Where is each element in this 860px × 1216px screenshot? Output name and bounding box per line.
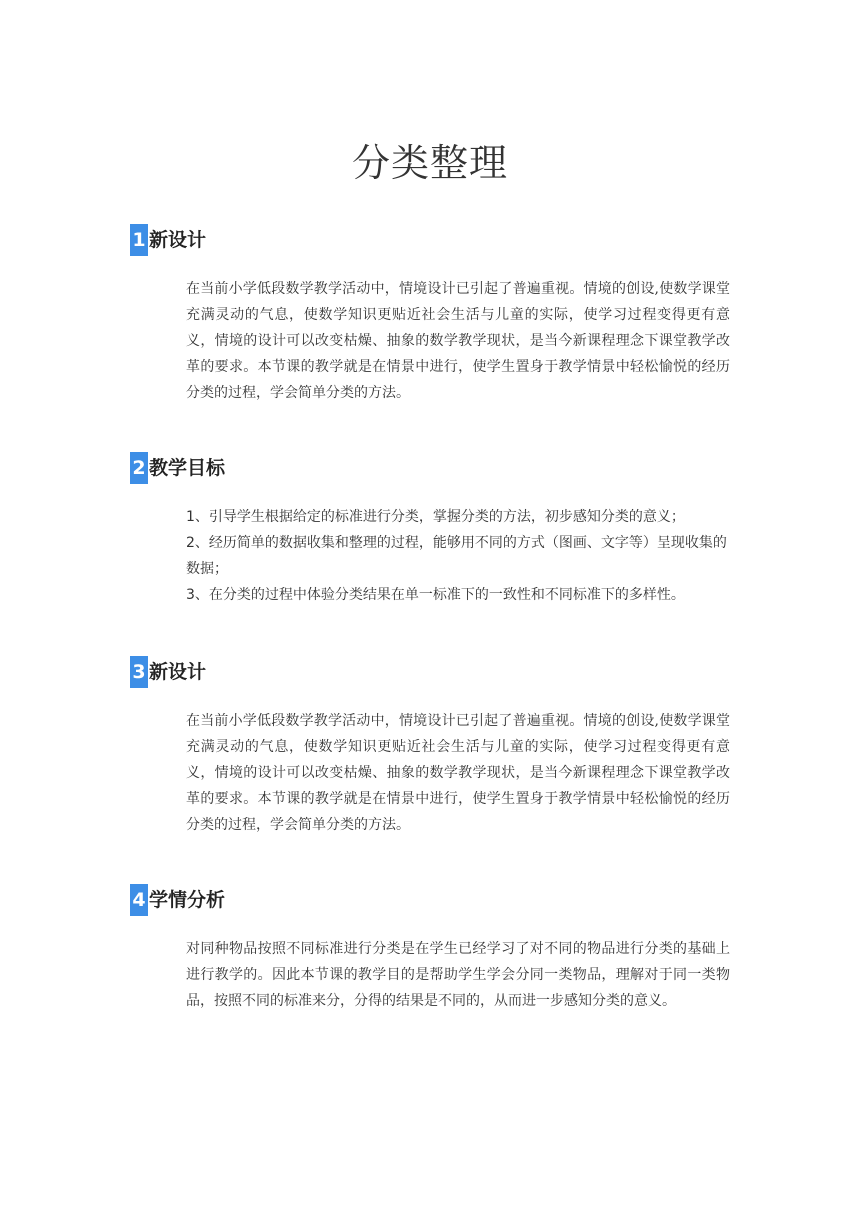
section-body-text: 在当前小学低段数学教学活动中，情境设计已引起了普遍重视。情境的创设,使数学课堂充满灵动的气息，使数学知识更贴近社会生活与儿童的实际，使学习过程变得更有意义，情境的设计可以改变枯燥、抽象的数学教学现状，是当今新课程理念下课堂教学改革的要求。本节课的教学就是在情景中进行，使学生置身于教学情景中轻松愉悦的经历分类的过程，学会简单分类的方法。 <box>186 281 730 401</box>
section-2-teaching-goals <box>130 452 730 608</box>
section-body-text: 在当前小学低段数学教学活动中，情境设计已引起了普遍重视。情境的创设,使数学课堂充满灵动的气息，使数学知识更贴近社会生活与儿童的实际，使学习过程变得更有意义，情境的设计可以改变枯燥、抽象的数学教学现状，是当今新课程理念下课堂教学改革的要求。本节课的教学就是在情景中进行，使学生置身于教学情景中轻松愉悦的经历分类的过程，学会简单分类的方法。 <box>186 713 730 833</box>
section-1-new-design <box>130 224 730 406</box>
section-body-text: 对同种物品按照不同标准进行分类是在学生已经学习了对不同的物品进行分类的基础上进行教学的。因此本节课的教学目的是帮助学生学会分同一类物品，理解对于同一类物品，按照不同的标准来分，分得的结果是不同的，从而进一步感知分类的意义。 <box>186 941 730 1009</box>
section-heading-text: 新设计 <box>149 229 207 251</box>
goal-item: 2、经历简单的数据收集和整理的过程，能够用不同的方式（图画、文字等）呈现收集的数据； <box>186 535 727 577</box>
section-heading-text: 学情分析 <box>149 889 226 911</box>
section-heading-text: 新设计 <box>149 661 207 683</box>
goal-item: 1、引导学生根据给定的标准进行分类，掌握分类的方法，初步感知分类的意义； <box>186 509 685 525</box>
section-4-learner-analysis <box>130 884 730 1014</box>
section-heading <box>130 884 730 916</box>
section-heading-text: 教学目标 <box>149 457 226 479</box>
section-number-badge: 4 <box>130 884 148 916</box>
section-number-badge: 2 <box>130 452 148 484</box>
goal-item: 3、在分类的过程中体验分类结果在单一标准下的一致性和不同标准下的多样性。 <box>186 587 685 603</box>
page-title: 分类整理 <box>351 141 508 186</box>
section-number-badge: 1 <box>130 224 148 256</box>
section-heading <box>130 452 730 484</box>
section-heading <box>130 224 730 256</box>
goals-list <box>130 504 730 608</box>
section-3-new-design <box>130 656 730 838</box>
section-heading <box>130 656 730 688</box>
section-number-badge: 3 <box>130 656 148 688</box>
